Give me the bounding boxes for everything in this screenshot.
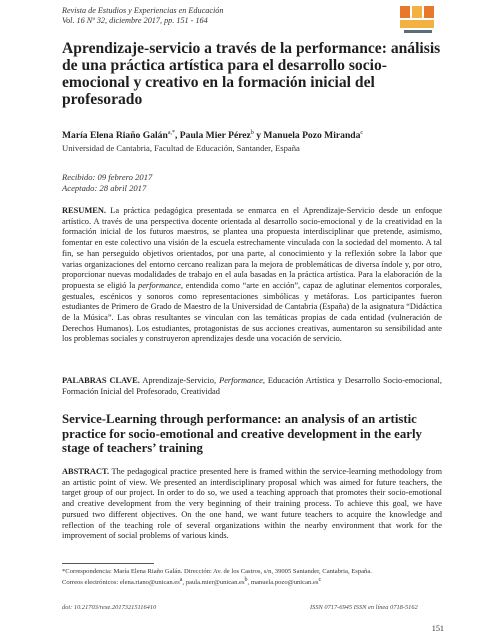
author-list: [62, 130, 363, 141]
resumen-paragraph: [62, 206, 442, 345]
received-date: Recibido: 09 febrero 2017: [62, 172, 153, 182]
author-3-marker: c: [360, 130, 364, 136]
abstract-paragraph: [62, 467, 442, 542]
article-dates: [62, 172, 152, 194]
journal-name: Revista de Estudios y Experiencias en Educación: [62, 6, 224, 15]
email-marker-b: b: [244, 577, 248, 583]
page-number: 151: [431, 624, 444, 633]
footnote-email-2: , paula.mier@unican.es: [182, 579, 245, 587]
resumen-emphasis: performance: [138, 280, 181, 290]
abstract-text: The pedagogical practice presented here is framed within the service-learning methodology from an artistic point of view. We presented an interdisciplinary proposal which was aimed for future teachers, the target group of our project. In order to do so, we used a teaching approach that promotes their socio-emotional and creative development from the very beginning of their training process. To achieve this goal, we have pursued two different objectives. On the one hand, we want future teachers to acquire the knowledge and reflection of the teaching role of several organizations within the nearby environment that work for the improvement of social problems of various kinds.: [62, 467, 442, 541]
footnote-line-1: *Correspondencia: María Elena Riaño Galán. Dirección: Av. de los Castros, s/n, 39005 Santander, Cantabria, España.: [62, 568, 372, 575]
keywords-label: PALABRAS CLAVE.: [62, 376, 140, 385]
keywords-paragraph: [62, 376, 442, 397]
journal-logo-icon: [398, 4, 438, 36]
footnote-divider: [62, 563, 154, 564]
footnote-line-2: Correos electrónicos: elena.riano@unican.es: [62, 579, 180, 587]
resumen-label: RESUMEN.: [62, 206, 106, 215]
journal-header: [62, 6, 223, 26]
correspondence-footnote: [62, 567, 442, 587]
keywords-emphasis: Performance: [219, 376, 263, 385]
affiliation: Universidad de Cantabria, Facultad de Educación, Santander, España: [62, 143, 300, 153]
keywords-text-1: Aprendizaje-Servicio,: [139, 376, 220, 385]
email-marker-a: a: [179, 577, 183, 583]
english-title: Service-Learning through performance: an analysis of an artistic practice for socio-emotional and creative development in the early stage of teachers’ training: [62, 412, 422, 456]
accepted-date: Aceptado: 28 abril 2017: [62, 183, 147, 193]
journal-issue: Vol. 16 Nº 32, diciembre 2017, pp. 151 - 164: [62, 16, 208, 25]
author-separator: ,: [174, 130, 180, 142]
author-1: María Elena Riaño Galán: [62, 130, 168, 142]
email-marker-c: c: [318, 577, 322, 583]
abstract-label: ABSTRACT.: [62, 467, 110, 476]
author-3: Manuela Pozo Miranda: [263, 130, 361, 142]
author-separator: y: [253, 130, 264, 142]
resumen-text-1: La práctica pedagógica presentada se enmarca en el Aprendizaje-Servicio desde un enfoque artístico. A través de una perspectiva docente orientada al desarrollo socio-emocional y de la creatividad en la formación inicial de los futuros maestros, se plantea una propuesta interdisciplinar que pretende, asimismo, fomentar en este colectivo una visión de la escuela estrechamente vinculada con la sociedad del momento. A tal fin, se han perseguido objetivos orientados, por una parte, al conocimiento y la reflexión sobre la labor que varias organizaciones del entorno cercano realizan para la mejora de problemáticas de diversa índole y, por otro, proporcionar nuevas modalidades de trabajo en el aula basadas en la práctica artística. Para la elaboración de la propuesta se eligió la: [62, 206, 442, 290]
article-title: Aprendizaje-servicio a través de la performance: análisis de una práctica artística para el desarrollo socio-emocional y creativo en la formación inicial del profesorado: [62, 40, 441, 108]
resumen-text-2: , entendida como “arte en acción”, capaz de aglutinar elementos corporales, gestuales, escénicos y sonoros como representaciones simbólicas y metáforas. Los participantes fueron estudiantes de Primero de Grado de Maestro de la Universidad de Cantabria (España) de la asignatura “Didáctica de la Música”. Las obras resultantes se vinculan con las temáticas propias de cada entidad (vulneración de Derechos Humanos). Los estudiantes, protagonistas de sus acciones creativas, aumentaron su sensibilidad ante los problemas sociales y construyeron aprendizajes desde una vocación de servicio.: [62, 280, 443, 344]
author-2: Paula Mier Pérez: [179, 130, 251, 142]
issn: ISSN 0717-6945 ISSN en línea 0718-5162: [310, 604, 418, 611]
doi: doi: 10.21703/rexe.20173215116410: [62, 604, 157, 611]
author-2-marker: b: [250, 130, 254, 136]
footnote-email-3: , manuela.pozo@unican.es: [247, 579, 319, 587]
keywords-text-2: , Educación Artística y Desarrollo Socio-emocional, Formación Inicial del Profesorado, Creatividad: [62, 376, 442, 396]
author-1-marker: a,*: [167, 130, 175, 136]
